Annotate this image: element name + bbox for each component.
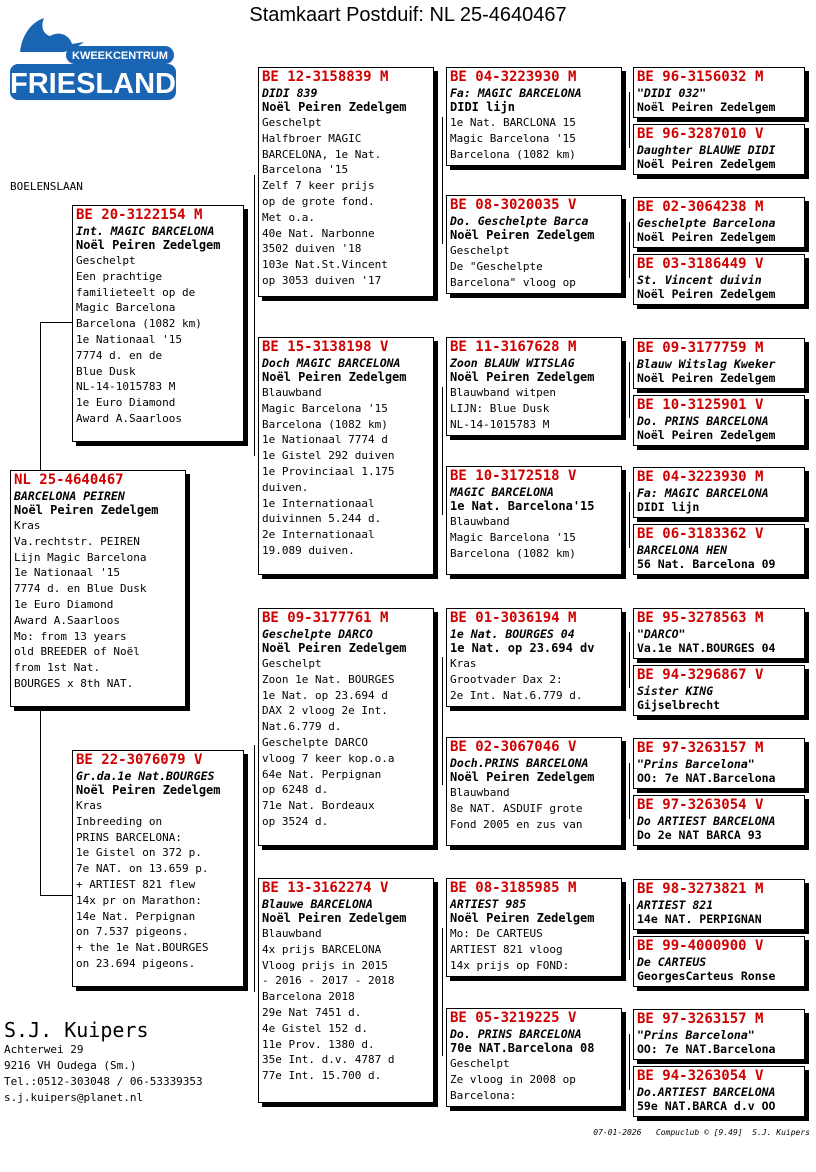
- info-line: Lijn Magic Barcelona: [14, 550, 147, 564]
- pigeon-name: "DARCO": [637, 627, 686, 641]
- owner-city: 9216 VH Oudega (Sm.): [4, 1059, 137, 1072]
- ring-number: BE 04-3223930 M: [450, 69, 577, 85]
- breeder: 1e Nat. Barcelona'15: [450, 499, 595, 513]
- pigeon-card-gen4-4[interactable]: [633, 254, 805, 305]
- ring-number: BE 12-3158839 M: [262, 69, 389, 85]
- breeder: Noël Peiren Zedelgem: [450, 370, 595, 384]
- pigeon-card-sire[interactable]: [72, 205, 244, 442]
- pigeon-name: BARCELONA HEN: [637, 543, 728, 557]
- breeder: OO: 7e NAT.Barcelona: [637, 771, 776, 785]
- owner-email[interactable]: s.j.kuipers@planet.nl: [4, 1091, 144, 1104]
- info-line: 8e NAT. ASDUIF grote: [450, 801, 583, 815]
- info-line: Kras: [14, 519, 41, 532]
- info-line: 7774 d. en de: [76, 348, 163, 362]
- pigeon-name: ARTIEST 985: [450, 897, 527, 911]
- info-line: Fond 2005 en zus van: [450, 817, 583, 831]
- pigeon-name: Geschelpte DARCO: [262, 627, 373, 641]
- info-line: Mo: De CARTEUS: [450, 927, 543, 940]
- info-line: 1e Nat. op 23.694 d: [262, 688, 388, 702]
- info-line: Barcelona 2018: [262, 990, 355, 1004]
- ring-number: BE 15-3138198 V: [262, 339, 389, 355]
- info-line: 1e Nationaal '15: [14, 566, 120, 580]
- pigeon-card-subject[interactable]: [10, 470, 186, 707]
- breeder: Noël Peiren Zedelgem: [637, 428, 776, 442]
- pigeon-name: 1e Nat. BOURGES 04: [450, 627, 575, 641]
- info-line: op 6248 d.: [262, 783, 329, 797]
- pigeon-card-gen4-6[interactable]: [633, 395, 805, 446]
- info-line: 2e Int. Nat.6.779 d.: [450, 688, 583, 702]
- breeder: Noël Peiren Zedelgem: [450, 770, 595, 784]
- info-line: 1e Euro Diamond: [14, 597, 114, 611]
- info-line: 14x prijs op FOND:: [450, 958, 570, 972]
- connector-line: [40, 322, 72, 323]
- ring-number: BE 09-3177761 M: [262, 610, 389, 626]
- breeder: Noël Peiren Zedelgem: [262, 100, 407, 114]
- pigeon-card-gen4-5[interactable]: [633, 338, 805, 389]
- info-line: Met o.a.: [262, 210, 315, 224]
- info-line: 19.089 duiven.: [262, 543, 355, 557]
- connector-line: [442, 928, 443, 1056]
- breeder: 59e NAT.BARCA d.v OO: [637, 1099, 776, 1113]
- pigeon-name: Geschelpte Barcelona: [637, 216, 776, 230]
- pigeon-card-gen3-4[interactable]: [446, 466, 622, 575]
- page-title: Stamkaart Postduif: NL 25-4640467: [249, 4, 567, 26]
- info-line: duiven.: [262, 480, 309, 494]
- ring-number: BE 02-3064238 M: [637, 199, 764, 215]
- info-line: + ARTIEST 821 flew: [76, 877, 196, 891]
- breeder: 56 Nat. Barcelona 09: [637, 557, 776, 571]
- ring-number: BE 97-3263157 M: [637, 740, 764, 756]
- info-line: 35e Int. d.v. 4787 d: [262, 1053, 395, 1067]
- info-line: Blauwband: [262, 927, 322, 940]
- info-line: Inbreeding on: [76, 814, 163, 828]
- info-line: 40e Nat. Narbonne: [262, 226, 375, 240]
- ring-number: BE 04-3223930 M: [637, 469, 764, 485]
- ring-number: BE 06-3183362 V: [637, 526, 764, 542]
- connector-line: [629, 904, 630, 960]
- connector-line: [254, 175, 255, 456]
- info-line: Barcelona (1082 km): [262, 417, 388, 431]
- pigeon-card-gen2-4[interactable]: [258, 878, 434, 1103]
- info-line: 77e Int. 15.700 d.: [262, 1069, 382, 1083]
- info-line: on 7.537 pigeons.: [76, 925, 189, 939]
- owner-info: [4, 1018, 203, 1106]
- info-line: 1e Nationaal '15: [76, 332, 182, 346]
- pigeon-card-gen4-11[interactable]: [633, 738, 805, 789]
- breeder: Noël Peiren Zedelgem: [450, 911, 595, 925]
- pigeon-card-gen4-13[interactable]: [633, 879, 805, 930]
- logo-line1: KWEEKCENTRUM: [72, 50, 168, 62]
- ring-number: BE 01-3036194 M: [450, 610, 577, 626]
- connector-line: [629, 1034, 630, 1090]
- breeder: Noël Peiren Zedelgem: [262, 641, 407, 655]
- info-line: op de grote fond.: [262, 194, 375, 208]
- info-line: Blauwband: [262, 386, 322, 399]
- ring-number: BE 08-3185985 M: [450, 880, 577, 896]
- info-line: 1e Nationaal 7774 d: [262, 433, 388, 447]
- connector-line: [629, 492, 630, 548]
- info-line: op 3053 duiven '17: [262, 273, 382, 287]
- pigeon-name: Int. MAGIC BARCELONA: [76, 224, 215, 238]
- pigeon-name: Doch.PRINS BARCELONA: [450, 756, 589, 770]
- info-line: Halfbroer MAGIC: [262, 131, 362, 145]
- breeder: 14e NAT. PERPIGNAN: [637, 912, 762, 926]
- info-line: Award A.Saarloos: [14, 613, 120, 627]
- pigeon-card-gen4-10[interactable]: [633, 665, 805, 716]
- pigeon-card-gen4-16[interactable]: [633, 1066, 805, 1117]
- pigeon-name: Daughter BLAUWE DIDI: [637, 143, 776, 157]
- breeder: Noël Peiren Zedelgem: [637, 100, 776, 114]
- pigeon-card-gen4-7[interactable]: [633, 467, 805, 518]
- pigeon-name: De CARTEUS: [637, 955, 707, 969]
- pigeon-name: BARCELONA PEIREN: [14, 489, 125, 503]
- info-line: ARTIEST 821 vloog: [450, 942, 563, 956]
- breeder: 1e Nat. op 23.694 dv: [450, 641, 595, 655]
- info-line: 14e Nat. Perpignan: [76, 909, 196, 923]
- ring-number: BE 94-3296867 V: [637, 667, 764, 683]
- owner-phone: Tel.:0512-303048 / 06-53339353: [4, 1075, 203, 1088]
- info-line: Barcelona (1082 km): [76, 317, 202, 331]
- info-line: Barcelona '15: [262, 163, 349, 177]
- breeder: Noël Peiren Zedelgem: [637, 157, 776, 171]
- info-line: Magic Barcelona '15: [450, 131, 576, 145]
- ring-number: BE 96-3156032 M: [637, 69, 764, 85]
- info-line: Een prachtige: [76, 269, 163, 283]
- connector-line: [442, 117, 443, 244]
- pigeon-card-gen3-1[interactable]: [446, 67, 622, 166]
- ring-number: BE 10-3125901 V: [637, 397, 764, 413]
- breeder: Noël Peiren Zedelgem: [14, 503, 159, 517]
- ring-number: BE 13-3162274 V: [262, 880, 389, 896]
- info-line: 29e Nat 7451 d.: [262, 1005, 362, 1019]
- ring-number: BE 10-3172518 V: [450, 468, 577, 484]
- logo-line2: FRIESLAND: [10, 68, 176, 100]
- ring-number: BE 98-3273821 M: [637, 881, 764, 897]
- ring-number: BE 94-3263054 V: [637, 1068, 764, 1084]
- pigeon-name: Gr.da.1e Nat.BOURGES: [76, 769, 215, 783]
- info-line: Geschelpt: [450, 1057, 510, 1070]
- breeder: GeorgesCarteus Ronse: [637, 969, 776, 983]
- pigeon-card-gen2-1[interactable]: [258, 67, 434, 297]
- info-line: 64e Nat. Perpignan: [262, 767, 382, 781]
- pigeon-name: Blauw Witslag Kweker: [637, 357, 776, 371]
- info-line: Barcelona:: [450, 1088, 517, 1102]
- info-line: Magic Barcelona: [76, 301, 176, 315]
- info-line: 1e Gistel on 372 p.: [76, 846, 202, 860]
- owner-name: S.J. Kuipers: [4, 1018, 149, 1042]
- ring-number: BE 22-3076079 V: [76, 752, 203, 768]
- info-line: Blauwband: [450, 786, 510, 799]
- pigeon-name: Zoon BLAUW WITSLAG: [450, 356, 575, 370]
- ring-number: BE 96-3287010 V: [637, 126, 764, 142]
- ring-number: BE 05-3219225 V: [450, 1010, 577, 1026]
- ring-number: BE 02-3067046 V: [450, 739, 577, 755]
- info-line: Geschelpt: [262, 116, 322, 129]
- info-line: Mo: from 13 years: [14, 629, 127, 643]
- info-line: 1e Provinciaal 1.175: [262, 464, 395, 478]
- info-line: Zelf 7 keer prijs: [262, 179, 375, 193]
- ring-number: BE 97-3263054 V: [637, 797, 764, 813]
- footer-date: 07-01-2026: [593, 1128, 642, 1137]
- info-line: 7e NAT. on 13.659 p.: [76, 862, 209, 876]
- pigeon-card-gen4-2[interactable]: [633, 124, 805, 175]
- pigeon-card-gen4-12[interactable]: [633, 795, 805, 846]
- pigeon-card-gen3-2[interactable]: [446, 195, 622, 294]
- pigeon-name: St. Vincent duivin: [637, 273, 762, 287]
- ring-number: NL 25-4640467: [14, 472, 124, 488]
- info-line: PRINS BARCELONA:: [76, 830, 182, 844]
- pigeon-name: Do. Geschelpte Barca: [450, 214, 589, 228]
- pigeon-name: Do.ARTIEST BARCELONA: [637, 1085, 776, 1099]
- info-line: Blue Dusk: [76, 364, 136, 378]
- breeder: Noël Peiren Zedelgem: [637, 287, 776, 301]
- pigeon-name: "Prins Barcelona": [637, 1028, 755, 1042]
- info-line: duivinnen 5.244 d.: [262, 512, 382, 526]
- pigeon-card-gen4-14[interactable]: [633, 936, 805, 987]
- pigeon-card-dam[interactable]: [72, 750, 244, 987]
- breeder: OO: 7e NAT.Barcelona: [637, 1042, 776, 1056]
- info-line: BARCELONA, 1e Nat.: [262, 147, 382, 161]
- connector-line: [40, 707, 41, 895]
- info-line: Geschelpt: [450, 244, 510, 257]
- connector-line: [629, 222, 630, 278]
- info-line: 4e Gistel 152 d.: [262, 1021, 368, 1035]
- info-line: LIJN: Blue Dusk: [450, 401, 550, 415]
- info-line: De "Geschelpte: [450, 259, 543, 273]
- kweekcentrum-friesland-logo: [10, 16, 176, 102]
- info-line: familieteelt op de: [76, 285, 196, 299]
- breeder: Gijselbrecht: [637, 698, 721, 712]
- pigeon-card-gen3-3[interactable]: [446, 337, 622, 436]
- info-line: Va.rechtstr. PEIREN: [14, 534, 140, 548]
- ring-number: BE 09-3177759 M: [637, 340, 764, 356]
- breeder: Noël Peiren Zedelgem: [76, 783, 221, 797]
- pigeon-card-gen3-7[interactable]: [446, 878, 622, 977]
- info-line: Vloog prijs in 2015: [262, 958, 388, 972]
- info-line: Grootvader Dax 2:: [450, 672, 563, 686]
- breeder: Do 2e NAT BARCA 93: [637, 828, 762, 842]
- breeder: Noël Peiren Zedelgem: [450, 228, 595, 242]
- info-line: Barcelona (1082 km): [450, 147, 576, 161]
- ring-number: BE 97-3263157 M: [637, 1011, 764, 1027]
- connector-line: [40, 322, 41, 470]
- pigeon-card-gen3-6[interactable]: [446, 737, 622, 846]
- pigeon-name: Doch MAGIC BARCELONA: [262, 356, 401, 370]
- footer-software: Compuclub © [9.49] S.J. Kuipers: [655, 1128, 810, 1137]
- breeder: DIDI lijn: [637, 500, 700, 514]
- ring-number: BE 03-3186449 V: [637, 256, 764, 272]
- breeder: Noël Peiren Zedelgem: [637, 371, 776, 385]
- pigeon-name: Do. PRINS BARCELONA: [637, 414, 769, 428]
- connector-line: [442, 387, 443, 515]
- breeder: DIDI lijn: [450, 100, 516, 114]
- pigeon-name: Sister KING: [637, 684, 714, 698]
- info-line: 11e Prov. 1380 d.: [262, 1037, 375, 1051]
- info-line: - 2016 - 2017 - 2018: [262, 974, 395, 988]
- info-line: Kras: [450, 657, 477, 670]
- info-line: 7774 d. en Blue Dusk: [14, 582, 147, 596]
- pigeon-name: Fa: MAGIC BARCELONA: [450, 86, 582, 100]
- pigeon-name: Fa: MAGIC BARCELONA: [637, 486, 769, 500]
- info-line: NL-14-1015783 M: [76, 380, 176, 394]
- info-line: + the 1e Nat.BOURGES: [76, 941, 209, 955]
- breeder: Va.1e NAT.BOURGES 04: [637, 641, 776, 655]
- info-line: Ze vloog in 2008 op: [450, 1072, 576, 1086]
- pigeon-card-gen3-8[interactable]: [446, 1008, 622, 1107]
- pigeon-card-gen4-1[interactable]: [633, 67, 805, 118]
- info-line: Geschelpt: [76, 254, 136, 267]
- info-line: 14x pr on Marathon:: [76, 893, 202, 907]
- info-line: 1e Gistel 292 duiven: [262, 449, 395, 463]
- ring-number: BE 08-3020035 V: [450, 197, 577, 213]
- connector-line: [629, 92, 630, 148]
- info-line: Zoon 1e Nat. BOURGES: [262, 672, 395, 686]
- info-line: Blauwband witpen: [450, 386, 556, 399]
- info-line: Barcelona (1082 km): [450, 546, 576, 560]
- info-line: NL-14-1015783 M: [450, 417, 550, 431]
- pigeon-name: DIDI 839: [262, 86, 318, 100]
- info-line: 1e Nat. BARCLONA 15: [450, 116, 576, 129]
- connector-line: [629, 763, 630, 819]
- info-line: 1e Internationaal: [262, 496, 375, 510]
- info-line: 1e Euro Diamond: [76, 396, 176, 410]
- info-line: on 23.694 pigeons.: [76, 956, 196, 970]
- breeder: Noël Peiren Zedelgem: [637, 230, 776, 244]
- ring-number: BE 11-3167628 M: [450, 339, 577, 355]
- pigeon-name: Do ARTIEST BARCELONA: [637, 814, 776, 828]
- info-line: op 3524 d.: [262, 814, 329, 828]
- breeder: 70e NAT.Barcelona 08: [450, 1041, 595, 1055]
- connector-line: [442, 657, 443, 785]
- info-line: 103e Nat.St.Vincent: [262, 258, 388, 272]
- pigeon-card-gen4-15[interactable]: [633, 1009, 805, 1060]
- info-line: Kras: [76, 799, 103, 812]
- ring-number: BE 99-4000900 V: [637, 938, 764, 954]
- pigeon-name: "DIDI 032": [637, 86, 707, 100]
- pigeon-card-gen2-3[interactable]: [258, 608, 434, 846]
- info-line: 71e Nat. Bordeaux: [262, 799, 375, 813]
- owner-address: Achterwei 29: [4, 1043, 84, 1056]
- info-line: 4x prijs BARCELONA: [262, 942, 382, 956]
- connector-line: [40, 895, 72, 896]
- info-line: Award A.Saarloos: [76, 411, 182, 425]
- info-line: old BREEDER of Noël: [14, 645, 140, 659]
- info-line: BOURGES x 8th NAT.: [14, 676, 134, 690]
- info-line: DAX 2 vloog 2e Int.: [262, 704, 388, 718]
- connector-line: [254, 745, 255, 992]
- ring-number: BE 95-3278563 M: [637, 610, 764, 626]
- info-line: Nat.6.779 d.: [262, 720, 342, 734]
- info-line: from 1st Nat.: [14, 661, 101, 675]
- breeder: Noël Peiren Zedelgem: [262, 370, 407, 384]
- pigeon-card-gen4-3[interactable]: [633, 197, 805, 248]
- pigeon-name: Blauwe BARCELONA: [262, 897, 373, 911]
- info-line: Geschelpt: [262, 657, 322, 670]
- pigeon-name: ARTIEST 821: [637, 898, 714, 912]
- breeder: Noël Peiren Zedelgem: [76, 238, 221, 252]
- info-line: Magic Barcelona '15: [450, 530, 576, 544]
- pigeon-card-gen4-9[interactable]: [633, 608, 805, 659]
- breeder: Noël Peiren Zedelgem: [262, 911, 407, 925]
- pigeon-card-gen4-8[interactable]: [633, 524, 805, 575]
- info-line: vloog 7 keer kop.o.a: [262, 751, 395, 765]
- info-line: Barcelona" vloog op: [450, 275, 576, 289]
- pigeon-name: "Prins Barcelona": [637, 757, 755, 771]
- connector-line: [629, 362, 630, 418]
- info-line: Magic Barcelona '15: [262, 401, 388, 415]
- ring-number: BE 20-3122154 M: [76, 207, 203, 223]
- pigeon-name: MAGIC BARCELONA: [450, 485, 554, 499]
- footer: [593, 1128, 810, 1137]
- info-line: 3502 duiven '18: [262, 242, 362, 256]
- connector-line: [629, 632, 630, 688]
- info-line: Blauwband: [450, 515, 510, 528]
- info-line: 2e Internationaal: [262, 528, 375, 542]
- pigeon-name: Do. PRINS BARCELONA: [450, 1027, 582, 1041]
- pigeon-card-gen3-5[interactable]: [446, 608, 622, 707]
- loft-name: BOELENSLAAN: [10, 180, 83, 193]
- pigeon-card-gen2-2[interactable]: [258, 337, 434, 575]
- info-line: Geschelpte DARCO: [262, 735, 368, 749]
